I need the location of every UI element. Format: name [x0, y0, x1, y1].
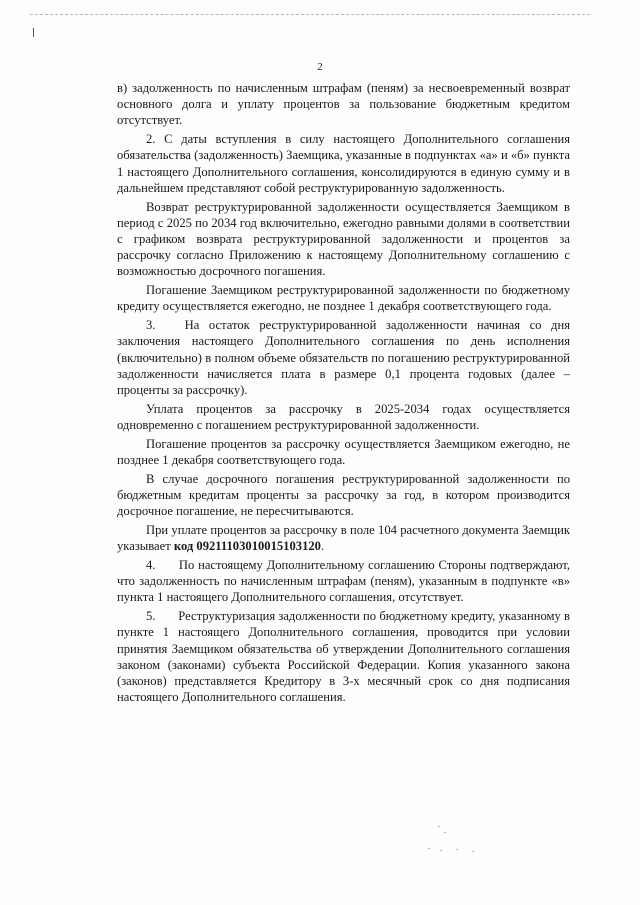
paragraph-4	[117, 557, 570, 606]
paragraph-3	[117, 317, 570, 398]
payment-code-period: .	[320, 539, 325, 554]
paragraph-annual-payment: Погашение Заемщиком реструктурированной задолженности по бюджетному кредиту осуществляется ежегодно, не позднее 1 декабря соответствующего года.	[117, 283, 570, 314]
paragraph-3-text: На остаток реструктурированной задолженности начиная со дня заключения настоящего Дополнительного соглашения по день исполнения (включительно) в полном объеме обязательств по погашению реструктурированной задолженности начисляется плата в размере 0,1 процента годовых (далее – проценты за рассрочку).	[117, 318, 570, 398]
paragraph-1v: в) задолженность по начисленным штрафам (пеням) за несвоевременный возврат основного долга и уплату процентов за пользование бюджетным кредитом отсутствует.	[117, 81, 570, 128]
paragraph-early-repayment: В случае досрочного погашения реструктурированной задолженности по бюджетным кредитам проценты за рассрочку за год, в котором производится досрочное погашение, не пересчитываются.	[117, 471, 570, 519]
paragraph-payment-code	[117, 522, 570, 554]
paragraph-4-text: По настоящему Дополнительному соглашению Стороны подтверждают, что задолженность по начисленным штрафам (пеням), указанным в подпункте «в» пункта 1 настоящего Дополнительного соглашения, отсутствует.	[117, 558, 570, 605]
paragraph-repayment: Возврат реструктурированной задолженности осуществляется Заемщиком в период с 2025 по 2034 год включительно, ежегодно равными долями в соответствии с графиком возврата реструктурированной задолженности и процентов за рассрочку согласно Приложению к настоящему Дополнительному соглашению с возможностью досрочного погашения.	[117, 199, 570, 279]
paragraph-5	[117, 608, 570, 705]
item-number-4: 4.	[146, 558, 156, 573]
item-number-5: 5.	[146, 609, 156, 624]
scan-edge-line	[30, 14, 590, 15]
paragraph-interest-deadline: Погашение процентов за рассрочку осуществляется Заемщиком ежегодно, не позднее 1 декабря соответствующего года.	[117, 436, 570, 468]
item-number-3: 3.	[146, 318, 156, 333]
scan-mark	[33, 28, 34, 37]
paragraph-2: 2. С даты вступления в силу настоящего Дополнительного соглашения обязательства (задолженность) Заемщика, указанные в подпунктах «а» и «б» пункта 1 настоящего Дополнительного соглашения, консолидируются в единую сумму и в дальнейшем представляют собой реструктурированную задолженность.	[117, 132, 570, 195]
payment-code-text: При уплате процентов за рассрочку в поле 104 расчетного документа Заемщик указывает	[117, 523, 570, 554]
document-body	[117, 80, 570, 708]
paragraph-5-text: Реструктуризация задолженности по бюджетному кредиту, указанному в пункте 1 настоящего Дополнительного соглашения, проводится при условии принятия Заемщиком обязательства об утверждении Дополнительного соглашения законом (законами) субъекта Российской Федерации. Копия указанного закона (законов) представляется Кредитору в 3-х месячный срок со дня подписания настоящего Дополнительного соглашения.	[117, 609, 570, 705]
page-number: 2	[317, 61, 323, 73]
scan-specks	[420, 822, 490, 856]
payment-code: код 09211103010015103120	[173, 539, 321, 554]
paragraph-interest-payment: Уплата процентов за рассрочку в 2025-2034 годах осуществляется одновременно с погашением реструктурированной задолженности.	[117, 401, 570, 433]
